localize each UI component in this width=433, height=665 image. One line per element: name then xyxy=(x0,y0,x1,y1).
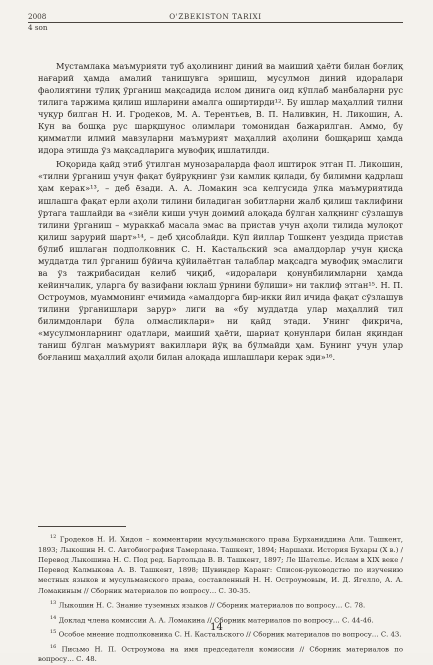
body-text xyxy=(38,60,403,363)
footnote-text: Гродеков Н. И. Хидоя – комментарии мусульманского права Бурханиддина Али. Ташкент, 1893; Лыкошин Н. С. Автобиография Тамерлана. Ташкент, 1894; Наршахи. История Бухары (X в.) / Перевод Лыкошина Н. С. Под ред. Бартольда В. В. Ташкент, 1897; Ле Шателье. Ислам в XIX веке / Перевод Калмыкова А. В. Ташкент, 1898; Шувиндер Каранг: Список-руководство по изучению местных языков и мусульманского права, составленный Н. Н. Остроумовым, И. Д. Ягелло, А. А. Ломакиным // Сборник материалов по вопросу… С. 30-35. xyxy=(38,535,403,595)
footnote-13 xyxy=(38,598,403,611)
paragraph-2: Юқорида қайд этиб ўтилган мунозараларда фаол иштирок этган П. Ликошин, «тилни ўрганиш учун фақат буйруқнинг ўзи камлик қилади, бу билимни қадрлаш ҳам керак»¹³, – деб ёзади. А. А. Ломакин эса келгусида ўлка маъмуриятида ишлашга фақат ерли аҳоли тилини биладиган зобитларни жалб қилиш таклифини ўртага ташлайди ва «зиёли киши учун доимий алоқада бўлган халқнинг сўзлашув тилини ўрганиш – мураккаб масала эмас ва пристав учун аҳоли тилида мулоқот қилиш зарурий шарт»¹⁴, – деб ҳисоблайди. Кўп йиллар Тошкент уездида пристав бўлиб ишлаган подполковник С. Н. Кастальский эса амалдорлар учун қисқа муддатда тил ўрганиш бўйича қўйилаётган талаблар мақсадга мувофиқ эмаслиги ва ўз тажрибасидан келиб чиқиб, «идоралари қонунбилимларни ҳамда кейинчалик, уларга бу вазифани юклаш ўрнини бўлиши» ни таклиф этган¹⁵. Н. П. Остроумов, муаммонинг ечимида «амалдорга бир-икки йил ичида фақат сўзлашув тилини ўрганишлари зарур» лиги ва «бу муддатда улар маҳаллий тил билимдонлари бўла олмасликлари» ни қайд этади. Унинг фикрича, «мусулмонларнинг одатлари, маиший ҳаёти, шариат қонунлари билан яқиндан таниш бўлган маъмурият вакиллари йўқ ва бўлмайди ҳам. Бунинг учун улар боғланиш маҳаллий аҳоли билан алоқада ишлашлари керак эди»¹⁶. xyxy=(38,159,403,363)
header-journal-title: O'ZBEKISTON TARIXI xyxy=(169,12,262,21)
footnote-text: Доклад члена комиссии А. А. Ломакина // Сборник материалов по вопросу… С. 44-46. xyxy=(58,615,374,624)
footnote-text: Лыкошин Н. С. Знание туземных языков // Сборник материалов по вопросу… С. 78. xyxy=(58,601,366,610)
footnote-text: Особое мнение подполковника С. Н. Кастальского // Сборник материалов по вопросу… С. 43. xyxy=(58,630,402,639)
page-number: 14 xyxy=(210,622,223,633)
footnote-number: 16 xyxy=(50,643,57,650)
paragraph-1: Мустамлака маъмурияти туб аҳолининг диний ва маиший ҳаёти билан боғлиқ нағарий ҳамда амалий танишувга эришиш, мусулмон диний идоралари фаолиятини тўлиқ ўрганиш мақсадида ислом динига оид кўплаб манбаларни рус тилига таржима қилиш ишларини амалга оширтирди¹². Бу ишлар маҳаллий тилни чуқур билган Н. И. Гродеков, М. А. Терентьев, В. П. Наливкин, Н. Ликошин, А. Кун ва бошқа рус шарқшунос олимлари томонидан бажарилган. Аммо, бу қимматли илмий мавзуларни маъмурият маҳаллий аҳолини бошқариш ҳамда идора этишда ўз мақсадларига мувофиқ ишлатилди. xyxy=(38,61,403,156)
header-issue: 4 son xyxy=(28,23,48,32)
footnote-text: Письмо Н. П. Остроумова на имя председателя комиссии // Сборник материалов по вопросу… С. 48. xyxy=(38,645,403,664)
header-year: 2008 xyxy=(28,12,47,21)
footnote-number: 15 xyxy=(50,629,57,636)
footnote-number: 12 xyxy=(50,534,57,540)
footnote-16 xyxy=(38,642,403,665)
header-rule xyxy=(28,22,403,23)
running-header xyxy=(28,12,403,40)
footnote-number: 13 xyxy=(50,600,57,607)
footnote-number: 14 xyxy=(50,614,57,621)
footnote-rule xyxy=(38,526,126,527)
footnote-12 xyxy=(38,532,403,596)
footnotes xyxy=(38,532,403,665)
